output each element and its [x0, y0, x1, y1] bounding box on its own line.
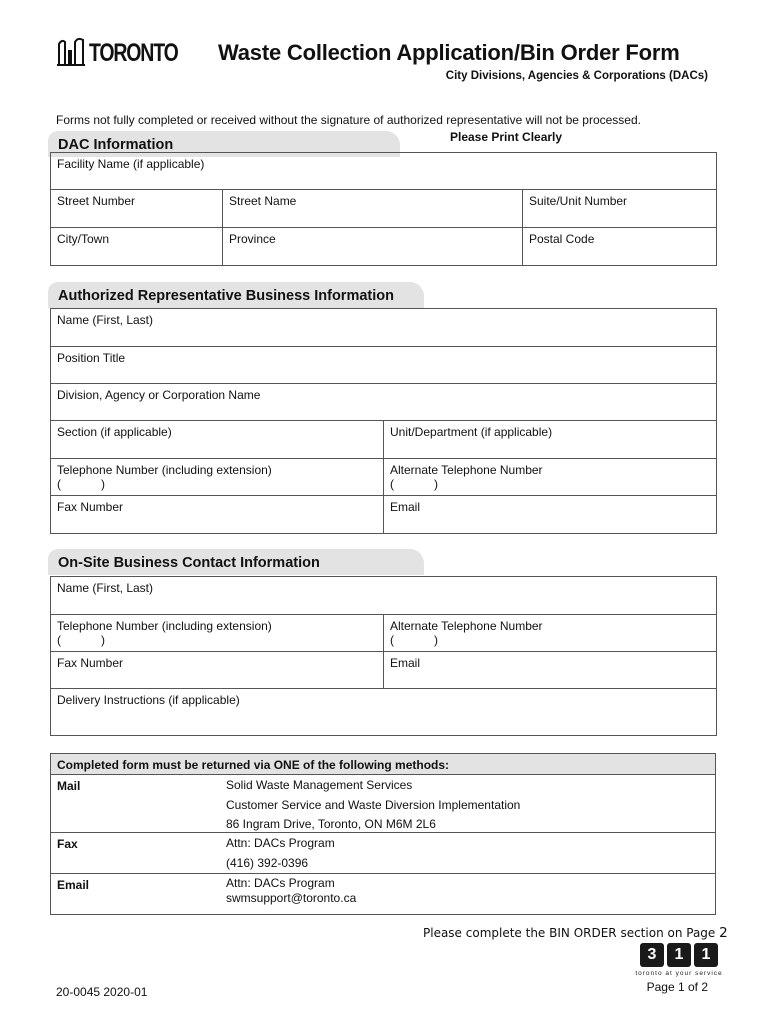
logo-wordmark: TORONTO: [89, 39, 178, 67]
page-number: Page 1 of 2: [646, 980, 708, 994]
onsite-email-field[interactable]: [384, 652, 717, 689]
return-methods-heading: Completed form must be returned via ONE of the following methods:: [51, 754, 715, 775]
print-clearly-note: Please Print Clearly: [450, 130, 563, 144]
field-label: Facility Name (if applicable): [57, 157, 205, 171]
section-field[interactable]: [51, 421, 384, 459]
bin-order-note: [423, 925, 728, 941]
area-code-parens: ( ): [390, 477, 438, 491]
field-label: Division, Agency or Corporation Name: [57, 388, 261, 402]
bin-order-text: Please complete the BIN ORDER section on Page: [423, 926, 716, 940]
return-methods-box: [50, 753, 716, 915]
rep-name-field[interactable]: [51, 309, 717, 347]
field-label: Email: [390, 656, 421, 670]
rep-telephone-field[interactable]: [51, 459, 384, 496]
field-label: Name (First, Last): [57, 581, 154, 595]
section-tab-onsite: [48, 549, 412, 575]
postal-code-field[interactable]: [523, 228, 717, 266]
badge-digit: 1: [667, 943, 691, 967]
onsite-fax-field[interactable]: [51, 652, 384, 689]
rep-fax-field[interactable]: [51, 496, 384, 534]
email-line: swmsupport@toronto.ca: [226, 891, 357, 905]
field-label: Telephone Number (including extension): [57, 619, 272, 633]
section-heading: DAC Information: [58, 137, 174, 153]
field-label: Street Number: [57, 194, 136, 208]
field-label: Email: [390, 500, 421, 514]
badge-digit: 3: [640, 943, 664, 967]
field-label: City/Town: [57, 232, 110, 246]
section-heading: Authorized Representative Business Information: [58, 288, 394, 304]
method-label: Mail: [57, 779, 81, 793]
badge-digit: 1: [694, 943, 718, 967]
area-code-parens: ( ): [57, 477, 105, 491]
area-code-parens: ( ): [390, 633, 438, 647]
form-code: 20-0045 2020-01: [56, 985, 148, 999]
delivery-instructions-field[interactable]: [51, 689, 717, 736]
mail-line: Customer Service and Waste Diversion Implementation: [226, 797, 521, 812]
rep-alt-telephone-field[interactable]: [384, 459, 717, 496]
field-label: Street Name: [229, 194, 297, 208]
onsite-telephone-field[interactable]: [51, 615, 384, 652]
field-label: Suite/Unit Number: [529, 194, 628, 208]
fax-line: (416) 392-0396: [226, 855, 309, 870]
field-label: Section (if applicable): [57, 425, 172, 439]
position-title-field[interactable]: [51, 347, 717, 384]
mail-line: Solid Waste Management Services: [226, 778, 413, 792]
badge-tagline: toronto at your service: [635, 970, 723, 977]
mail-line: 86 Ingram Drive, Toronto, ON M6M 2L6: [226, 817, 436, 831]
field-label: Delivery Instructions (if applicable): [57, 693, 240, 707]
processing-notice: Forms not fully completed or received without the signature of authorized representative will not be processed.: [56, 113, 641, 127]
rep-info-table: [50, 308, 717, 534]
email-line: Attn: DACs Program: [226, 876, 335, 890]
toronto-logo: [56, 34, 203, 66]
province-field[interactable]: [223, 228, 523, 266]
facility-name-field[interactable]: [51, 153, 717, 190]
city-hall-icon: [56, 36, 86, 66]
onsite-alt-telephone-field[interactable]: [384, 615, 717, 652]
form-title: Waste Collection Application/Bin Order Form: [218, 40, 680, 65]
street-name-field[interactable]: [223, 190, 523, 228]
bin-order-page: 2: [719, 925, 728, 941]
method-label: Fax: [57, 837, 78, 851]
fax-line: Attn: DACs Program: [226, 836, 335, 850]
street-number-field[interactable]: [51, 190, 223, 228]
email-method-row: [51, 874, 715, 914]
form-subtitle: City Divisions, Agencies & Corporations (DACs): [445, 70, 708, 82]
field-label: Alternate Telephone Number: [390, 463, 543, 477]
field-label: Postal Code: [529, 232, 595, 246]
city-town-field[interactable]: [51, 228, 223, 266]
suite-unit-field[interactable]: [523, 190, 717, 228]
fax-method-row: [51, 833, 715, 874]
area-code-parens: ( ): [57, 633, 105, 647]
rep-email-field[interactable]: [384, 496, 717, 534]
unit-department-field[interactable]: [384, 421, 717, 459]
dac-info-table: [50, 152, 717, 266]
field-label: Position Title: [57, 351, 126, 365]
field-label: Fax Number: [57, 656, 124, 670]
onsite-contact-table: [50, 576, 717, 736]
section-heading: On-Site Business Contact Information: [58, 555, 320, 571]
onsite-name-field[interactable]: [51, 577, 717, 615]
mail-method-row: [51, 775, 715, 833]
field-label: Unit/Department (if applicable): [390, 425, 553, 439]
field-label: Name (First, Last): [57, 313, 154, 327]
field-label: Province: [229, 232, 276, 246]
division-name-field[interactable]: [51, 384, 717, 421]
field-label: Fax Number: [57, 500, 124, 514]
badge-311-logo: [633, 943, 725, 977]
field-label: Alternate Telephone Number: [390, 619, 543, 633]
method-label: Email: [57, 878, 90, 892]
section-tab-rep: [48, 282, 412, 308]
field-label: Telephone Number (including extension): [57, 463, 272, 477]
